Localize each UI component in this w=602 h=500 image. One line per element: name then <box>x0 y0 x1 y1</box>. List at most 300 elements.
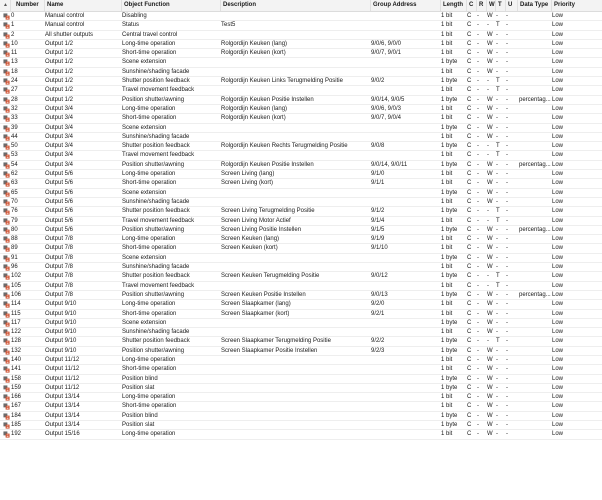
column-header-w[interactable]: W <box>487 0 496 11</box>
t-flag-cell: - <box>496 40 498 47</box>
description-cell: Screen Keuken (lang) <box>221 236 280 243</box>
group-object-icon <box>3 13 10 20</box>
data-type-cell <box>519 133 552 142</box>
table-row[interactable] <box>0 430 602 439</box>
data-type-cell <box>519 272 552 281</box>
description-cell: Rolgordijn Keuken Links Terugmelding Positie <box>221 78 343 85</box>
r-flag-cell: - <box>477 329 479 336</box>
priority-cell: Low <box>552 310 564 317</box>
object-function-cell: Shutter position feedback <box>122 78 190 85</box>
description-cell <box>221 365 371 374</box>
column-header-name[interactable]: Name <box>45 0 122 11</box>
t-flag-cell: - <box>496 31 498 38</box>
w-flag-cell: - <box>487 22 489 29</box>
u-flag-cell: - <box>506 124 508 131</box>
group-object-icon <box>3 348 10 355</box>
table-row[interactable] <box>0 217 602 226</box>
length-cell: 1 bit <box>441 301 453 308</box>
length-cell: 1 byte <box>441 384 458 391</box>
data-type-cell <box>519 151 552 160</box>
u-flag-cell: - <box>506 208 508 215</box>
table-row[interactable] <box>0 96 602 105</box>
w-flag-cell: W <box>487 40 493 47</box>
r-flag-cell: - <box>477 394 479 401</box>
name-cell: Output 11/12 <box>45 366 80 373</box>
length-cell: 1 bit <box>441 152 453 159</box>
t-flag-cell: T <box>496 22 500 29</box>
length-cell: 1 bit <box>441 68 453 75</box>
table-body <box>0 12 602 440</box>
description-cell <box>221 282 371 291</box>
table-row[interactable] <box>0 421 602 430</box>
table-row[interactable] <box>0 114 602 123</box>
table-row[interactable] <box>0 86 602 95</box>
data-type-cell <box>519 235 552 244</box>
table-row[interactable] <box>0 77 602 86</box>
data-type-cell <box>519 68 552 77</box>
data-type-cell <box>519 207 552 216</box>
table-row[interactable] <box>0 235 602 244</box>
table-row[interactable] <box>0 384 602 393</box>
description-cell: Rolgordijn Keuken Rechts Terugmelding Positie <box>221 143 348 150</box>
name-cell: Output 1/2 <box>45 59 74 66</box>
name-cell: Output 13/14 <box>45 403 80 410</box>
c-flag-cell: C <box>467 319 472 326</box>
table-row[interactable] <box>0 310 602 319</box>
table-row[interactable] <box>0 58 602 67</box>
length-cell: 1 bit <box>441 171 453 178</box>
object-function-cell: Disabling <box>122 13 147 19</box>
c-flag-cell: C <box>467 143 472 150</box>
column-header-description[interactable]: Description <box>221 0 371 11</box>
table-row[interactable] <box>0 263 602 272</box>
length-cell: 1 byte <box>441 96 458 103</box>
w-flag-cell: W <box>487 301 493 308</box>
description-cell: Screen Slaapkamer Terugmelding Positie <box>221 338 331 345</box>
table-row[interactable] <box>0 189 602 198</box>
c-flag-cell: C <box>467 171 472 178</box>
name-cell: Output 7/8 <box>45 264 74 271</box>
t-flag-cell: - <box>496 291 498 298</box>
group-address-cell: 9/1/1 <box>371 180 385 187</box>
w-flag-cell: - <box>487 273 489 280</box>
priority-cell: Low <box>552 338 564 345</box>
priority-cell: Low <box>552 208 564 215</box>
name-cell: Output 7/8 <box>45 236 74 243</box>
w-flag-cell: W <box>487 31 493 38</box>
w-flag-cell: W <box>487 180 493 187</box>
table-row[interactable] <box>0 105 602 114</box>
group-object-icon <box>3 208 10 215</box>
table-row[interactable] <box>0 161 602 170</box>
table-row[interactable] <box>0 68 602 77</box>
table-row[interactable] <box>0 365 602 374</box>
length-cell: 1 byte <box>441 226 458 233</box>
u-flag-cell: - <box>506 282 508 289</box>
number-cell: 106 <box>11 291 22 298</box>
c-flag-cell: C <box>467 124 472 131</box>
w-flag-cell: W <box>487 236 493 243</box>
u-flag-cell: - <box>506 356 508 363</box>
description-cell <box>221 328 371 337</box>
w-flag-cell: - <box>487 208 489 215</box>
object-function-cell: Shutter position feedback <box>122 143 190 150</box>
w-flag-cell: W <box>487 347 493 354</box>
object-function-cell: Shutter position feedback <box>122 338 190 345</box>
t-flag-cell: T <box>496 143 500 150</box>
length-cell: 1 byte <box>441 189 458 196</box>
group-object-icon <box>3 218 10 225</box>
group-address-cell <box>371 254 441 263</box>
table-row[interactable] <box>0 31 602 40</box>
c-flag-cell: C <box>467 282 472 289</box>
group-address-cell: 9/0/12 <box>371 273 388 280</box>
number-cell: 70 <box>11 198 18 205</box>
group-object-icon <box>3 329 10 336</box>
column-header-data-type[interactable]: Data Type <box>518 0 552 11</box>
w-flag-cell: W <box>487 394 493 401</box>
column-header-c[interactable]: C <box>467 0 477 11</box>
priority-cell: Low <box>552 152 564 159</box>
u-flag-cell: - <box>506 189 508 196</box>
table-row[interactable] <box>0 356 602 365</box>
description-cell: Screen Keuken Terugmelding Positie <box>221 273 320 280</box>
r-flag-cell: - <box>477 78 479 85</box>
object-function-cell: Position blind <box>122 412 158 419</box>
u-flag-cell: - <box>506 217 508 224</box>
length-cell: 1 byte <box>441 338 458 345</box>
group-object-icon <box>3 50 10 57</box>
data-type-cell <box>519 31 552 40</box>
number-cell: 18 <box>11 68 18 75</box>
r-flag-cell: - <box>477 264 479 271</box>
t-flag-cell: - <box>496 105 498 112</box>
table-row[interactable] <box>0 300 602 309</box>
priority-cell: Low <box>552 124 564 131</box>
table-row[interactable] <box>0 207 602 216</box>
length-cell: 1 byte <box>441 124 458 131</box>
data-type-cell: percentag... <box>519 291 551 298</box>
c-flag-cell: C <box>467 208 472 215</box>
data-type-cell <box>519 300 552 309</box>
group-object-icon <box>3 171 10 178</box>
icon-column-header <box>0 0 11 11</box>
c-flag-cell: C <box>467 217 472 224</box>
priority-cell: Low <box>552 59 564 66</box>
priority-cell: Low <box>552 180 564 187</box>
object-function-cell: Long-time operation <box>122 171 176 178</box>
name-cell: Output 1/2 <box>45 96 74 103</box>
r-flag-cell: - <box>477 68 479 75</box>
r-flag-cell: - <box>477 31 479 38</box>
column-header-number[interactable]: Number <box>11 0 45 11</box>
w-flag-cell: W <box>487 329 493 336</box>
table-row[interactable] <box>0 402 602 411</box>
name-cell: Output 7/8 <box>45 282 74 289</box>
data-type-cell <box>519 244 552 253</box>
group-object-icon <box>3 190 10 197</box>
column-header-t[interactable]: T <box>496 0 506 11</box>
column-header-u[interactable]: U <box>506 0 518 11</box>
t-flag-cell: - <box>496 356 498 363</box>
c-flag-cell: C <box>467 78 472 85</box>
w-flag-cell: W <box>487 161 493 168</box>
object-function-cell: Sunshine/shading facade <box>122 68 190 75</box>
length-cell: 1 bit <box>441 105 453 112</box>
number-cell: 117 <box>11 319 21 326</box>
table-row[interactable] <box>0 347 602 356</box>
u-flag-cell: - <box>506 78 508 85</box>
object-function-cell: Short-time operation <box>122 403 177 410</box>
priority-cell: Low <box>552 431 564 438</box>
table-row[interactable] <box>0 328 602 337</box>
number-cell: 105 <box>11 282 22 289</box>
column-header-group-address[interactable]: Group Address <box>371 0 441 11</box>
group-address-cell: 9/0/7, 9/0/4 <box>371 115 402 122</box>
object-function-cell: Travel movement feedback <box>122 87 195 94</box>
number-cell: 76 <box>11 208 18 215</box>
table-row[interactable] <box>0 49 602 58</box>
group-address-cell <box>371 328 441 337</box>
column-header-object-function[interactable]: Object Function <box>122 0 221 11</box>
c-flag-cell: C <box>467 152 472 159</box>
priority-cell: Low <box>552 50 564 57</box>
t-flag-cell: - <box>496 68 498 75</box>
group-object-icon <box>3 22 10 29</box>
object-function-cell: Sunshine/shading facade <box>122 133 190 140</box>
data-type-cell <box>519 347 552 356</box>
number-cell: 114 <box>11 301 21 308</box>
r-flag-cell: - <box>477 431 479 438</box>
u-flag-cell: - <box>506 394 508 401</box>
group-address-cell <box>371 12 441 21</box>
table-row[interactable] <box>0 170 602 179</box>
table-row[interactable] <box>0 393 602 402</box>
w-flag-cell: W <box>487 198 493 205</box>
table-row[interactable] <box>0 142 602 151</box>
group-address-cell <box>371 198 441 207</box>
group-object-icon <box>3 59 10 66</box>
w-flag-cell: W <box>487 96 493 103</box>
group-object-icon <box>3 301 10 308</box>
name-cell: Output 1/2 <box>45 68 74 75</box>
t-flag-cell: T <box>496 338 500 345</box>
w-flag-cell: - <box>487 78 489 85</box>
t-flag-cell: T <box>496 217 500 224</box>
length-cell: 1 byte <box>441 347 458 354</box>
length-cell: 1 byte <box>441 412 458 419</box>
table-row[interactable] <box>0 337 602 346</box>
u-flag-cell: - <box>506 329 508 336</box>
r-flag-cell: - <box>477 161 479 168</box>
number-cell: 27 <box>11 87 18 94</box>
w-flag-cell: W <box>487 171 493 178</box>
priority-cell: Low <box>552 40 564 47</box>
table-row[interactable] <box>0 319 602 328</box>
c-flag-cell: C <box>467 40 472 47</box>
r-flag-cell: - <box>477 236 479 243</box>
column-header-length[interactable]: Length <box>441 0 467 11</box>
name-cell: Output 11/12 <box>45 384 80 391</box>
r-flag-cell: - <box>477 319 479 326</box>
table-row[interactable] <box>0 12 602 21</box>
object-function-cell: Long-time operation <box>122 301 176 308</box>
c-flag-cell: C <box>467 59 472 66</box>
number-cell: 54 <box>11 161 18 168</box>
r-flag-cell: - <box>477 384 479 391</box>
name-cell: Output 3/4 <box>45 161 74 168</box>
number-cell: 158 <box>11 375 22 382</box>
c-flag-cell: C <box>467 87 472 94</box>
c-flag-cell: C <box>467 366 472 373</box>
w-flag-cell: W <box>487 245 493 252</box>
length-cell: 1 bit <box>441 282 453 289</box>
w-flag-cell: - <box>487 338 489 345</box>
description-cell <box>221 356 371 365</box>
length-cell: 1 byte <box>441 59 458 66</box>
group-object-icon <box>3 125 10 132</box>
group-address-cell: 9/1/9 <box>371 236 385 243</box>
name-cell: Manual control <box>45 13 85 19</box>
group-object-icon <box>3 357 10 364</box>
group-address-cell: 9/0/14, 9/0/5 <box>371 96 405 103</box>
table-row[interactable] <box>0 244 602 253</box>
table-row[interactable] <box>0 198 602 207</box>
table-row[interactable] <box>0 291 602 300</box>
description-cell: Screen Living (kort) <box>221 180 274 187</box>
object-function-cell: Long-time operation <box>122 40 176 47</box>
object-function-cell: Position slat <box>122 384 155 391</box>
description-cell: Screen Keuken (kort) <box>221 245 278 252</box>
u-flag-cell: - <box>506 161 508 168</box>
number-cell: 88 <box>11 236 18 243</box>
table-row[interactable] <box>0 272 602 281</box>
priority-cell: Low <box>552 403 564 410</box>
c-flag-cell: C <box>467 403 472 410</box>
t-flag-cell: - <box>496 347 498 354</box>
priority-cell: Low <box>552 226 564 233</box>
r-flag-cell: - <box>477 133 479 140</box>
column-header-priority[interactable]: Priority <box>554 2 576 8</box>
u-flag-cell: - <box>506 301 508 308</box>
group-address-cell: 9/0/6, 9/0/0 <box>371 40 402 47</box>
r-flag-cell: - <box>477 375 479 382</box>
r-flag-cell: - <box>477 40 479 47</box>
table-row[interactable] <box>0 375 602 384</box>
t-flag-cell: - <box>496 180 498 187</box>
priority-cell: Low <box>552 329 564 336</box>
data-type-cell <box>519 375 552 384</box>
t-flag-cell: - <box>496 161 498 168</box>
c-flag-cell: C <box>467 189 472 196</box>
column-header-r[interactable]: R <box>477 0 487 11</box>
name-cell: Output 9/10 <box>45 329 77 336</box>
group-address-cell <box>371 421 441 430</box>
data-type-cell <box>519 58 552 67</box>
name-cell: Output 5/6 <box>45 226 74 233</box>
r-flag-cell: - <box>477 208 479 215</box>
table-row[interactable] <box>0 226 602 235</box>
sort-ascending-icon: ▲ <box>3 2 8 8</box>
w-flag-cell: W <box>487 254 493 261</box>
t-flag-cell: - <box>496 115 498 122</box>
data-type-cell <box>519 105 552 114</box>
table-row[interactable] <box>0 21 602 30</box>
u-flag-cell: - <box>506 384 508 391</box>
number-cell: 50 <box>11 143 18 150</box>
u-flag-cell: - <box>506 50 508 57</box>
number-cell: 10 <box>11 40 18 47</box>
group-address-cell: 9/1/4 <box>371 217 385 224</box>
object-function-cell: Travel movement feedback <box>122 152 195 159</box>
data-type-cell <box>519 254 552 263</box>
data-type-cell <box>519 40 552 49</box>
r-flag-cell: - <box>477 124 479 131</box>
length-cell: 1 bit <box>441 217 453 224</box>
table-row[interactable] <box>0 124 602 133</box>
table-row[interactable] <box>0 40 602 49</box>
c-flag-cell: C <box>467 264 472 271</box>
r-flag-cell: - <box>477 143 479 150</box>
object-function-cell: Position shutter/awning <box>122 226 185 233</box>
priority-cell: Low <box>552 68 564 75</box>
data-type-cell <box>519 393 552 402</box>
table-row[interactable] <box>0 282 602 291</box>
t-flag-cell: T <box>496 87 500 94</box>
name-cell: Output 7/8 <box>45 273 74 280</box>
name-cell: Output 11/12 <box>45 375 80 382</box>
r-flag-cell: - <box>477 152 479 159</box>
number-cell: 185 <box>11 422 22 429</box>
description-cell: Screen Slaapkamer (lang) <box>221 301 291 308</box>
number-cell: 128 <box>11 338 22 345</box>
group-object-icon <box>3 394 10 401</box>
group-object-icon <box>3 413 10 420</box>
table-row[interactable] <box>0 133 602 142</box>
w-flag-cell: W <box>487 384 493 391</box>
length-cell: 1 bit <box>441 264 453 271</box>
group-address-cell <box>371 133 441 142</box>
number-cell: 115 <box>11 310 21 317</box>
number-cell: 102 <box>11 273 22 280</box>
t-flag-cell: - <box>496 329 498 336</box>
length-cell: 1 bit <box>441 180 453 187</box>
u-flag-cell: - <box>506 13 508 19</box>
group-object-icon <box>3 32 10 39</box>
c-flag-cell: C <box>467 273 472 280</box>
data-type-cell <box>519 328 552 337</box>
table-row[interactable] <box>0 151 602 160</box>
description-cell <box>221 263 371 272</box>
group-address-cell: 9/0/7, 9/0/1 <box>371 50 402 57</box>
u-flag-cell: - <box>506 319 508 326</box>
group-object-icon <box>3 87 10 94</box>
object-function-cell: Short-time operation <box>122 50 177 57</box>
t-flag-cell: - <box>496 310 498 317</box>
r-flag-cell: - <box>477 198 479 205</box>
table-row[interactable] <box>0 254 602 263</box>
table-row[interactable] <box>0 412 602 421</box>
data-type-cell <box>519 412 552 421</box>
group-address-cell: 9/1/2 <box>371 208 385 215</box>
table-row[interactable] <box>0 179 602 188</box>
data-type-cell <box>519 356 552 365</box>
object-function-cell: Short-time operation <box>122 366 177 373</box>
group-address-cell <box>371 375 441 384</box>
object-function-cell: Scene extension <box>122 59 167 66</box>
description-cell <box>221 393 371 402</box>
priority-cell: Low <box>552 422 564 429</box>
